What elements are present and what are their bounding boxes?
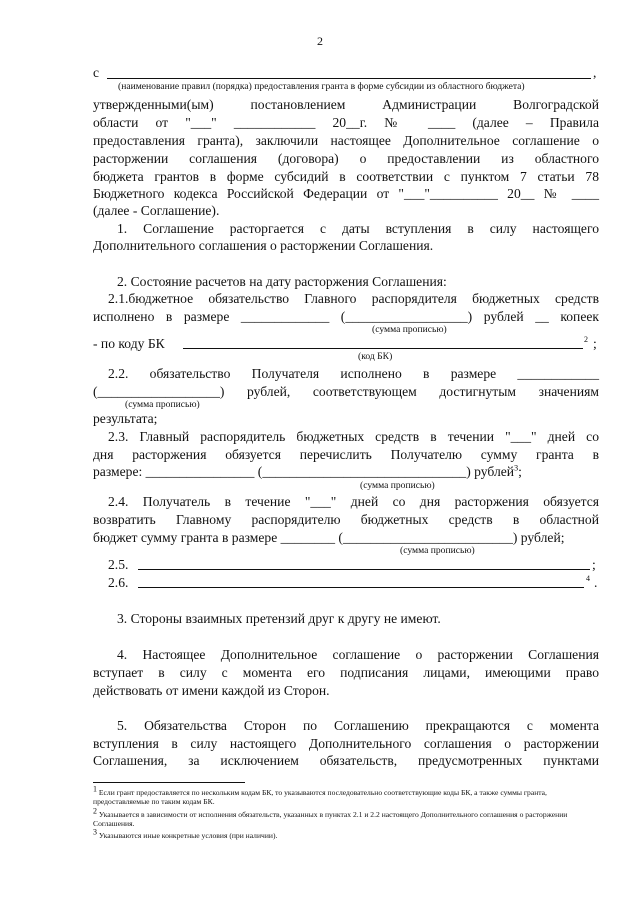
item4-line-2: вступает в силу с момента его подписания лицами, имеющими право — [93, 665, 599, 680]
item2-2-line-3: результата; — [93, 411, 158, 426]
item4-line-1: 4. Настоящее Дополнительное соглашение о расторжении Соглашения — [117, 647, 599, 662]
item2-3-line-3 — [93, 463, 599, 481]
item2-5-line — [108, 556, 599, 574]
item2-1-line-2: исполнено в размере _____________ (__________________) рублей __ копеек — [93, 309, 599, 324]
item2-3-amount-caption: (сумма прописью) — [360, 480, 435, 491]
footnote-1-text: Если грант предоставляется по нескольким кодам БК, то указываются последовательно соответствующие коды БК, а также суммы гранта, предоставляемые по таким кодам БК. — [93, 788, 547, 806]
bk-code-label: - по коду БК — [93, 336, 165, 351]
item2-heading: 2. Состояние расчетов на дату расторжения Соглашения: — [117, 274, 447, 289]
preamble-line-5: расторжении соглашения (договора) о предоставлении из областного — [93, 151, 599, 166]
footnote-1-number: 1 — [93, 784, 97, 794]
bk-code-blank — [183, 348, 583, 349]
item2-5-blank — [138, 569, 590, 570]
preamble-line-7: Бюджетного кодекса Российской Федерации от "___"__________ 20__ № ____ — [93, 186, 599, 201]
item2-2-line-1: 2.2. обязательство Получателя исполнено в размере ____________ — [108, 366, 599, 381]
item4-line-3: действовать от имени каждой из Сторон. — [93, 683, 330, 698]
footnote-ref-4: 4 — [586, 574, 590, 583]
item2-6-line — [108, 574, 599, 592]
footnote-3 — [93, 827, 599, 840]
item5-line-2: вступления в силу настоящего Дополнительного соглашения о расторжении — [93, 736, 599, 751]
preamble-line-8: (далее - Соглашение). — [93, 203, 220, 218]
item5-line-3: Соглашения, за исключением обязательств, предусмотренных пунктами — [93, 753, 599, 768]
bk-code-semicolon: ; — [593, 336, 597, 351]
item2-1-amount-caption: (сумма прописью) — [372, 324, 447, 335]
item2-3-amount-text: размере: ________________ (______________________________) рублей — [93, 464, 515, 479]
item2-4-line-1: 2.4. Получатель в течение "___" дней со дня расторжения обязуется — [108, 494, 599, 509]
page-number: 2 — [317, 34, 323, 48]
item2-1-line-1: 2.1.бюджетное обязательство Главного распорядителя бюджетных средств — [108, 291, 599, 306]
item2-6-number: 2.6. — [108, 575, 129, 590]
footnote-ref-3: 3 — [514, 463, 519, 473]
preamble-comma: , — [593, 65, 597, 80]
item2-3-line-1: 2.3. Главный распорядитель бюджетных средств в течении "___" дней со — [108, 429, 599, 444]
item2-3-line-2: дня расторжения обязуется перечислить Получателю сумму гранта в — [93, 447, 599, 462]
footnote-ref-2: 2 — [584, 335, 588, 344]
preamble-line-6: бюджета грантов в форме субсидий в соответствии с пунктом 7 статьи 78 — [93, 169, 599, 184]
preamble-line-1 — [93, 64, 599, 82]
item1-line-1: 1. Соглашение расторгается с даты вступления в силу настоящего — [117, 221, 599, 236]
item2-6-blank — [138, 587, 584, 588]
item2-2-line-2: (__________________) рублей, соответствующем достигнутым значениям — [93, 384, 599, 399]
rules-name-blank — [107, 78, 591, 79]
item5-line-1: 5. Обязательства Сторон по Соглашению прекращаются с момента — [117, 718, 599, 733]
preamble-line-4: предоставления гранта), заключили настоящее Дополнительное соглашение о — [93, 133, 599, 148]
item2-2-amount-caption: (сумма прописью) — [125, 399, 200, 410]
item2-3-semicolon: ; — [518, 464, 522, 479]
bk-code-caption: (код БК) — [358, 351, 393, 362]
item2-6-period: . — [594, 575, 598, 590]
item2-4-line-3: бюджет сумму гранта в размере ________ (_________________________) рублей; — [93, 530, 565, 545]
footnote-2-number: 2 — [93, 806, 97, 816]
preamble-line-2: утвержденными(ым) постановлением Администрации Волгоградской — [93, 97, 599, 112]
item2-5-number: 2.5. — [108, 557, 129, 572]
item1-line-2: Дополнительного соглашения о расторжении Соглашения. — [93, 238, 434, 253]
footnote-3-number: 3 — [93, 827, 97, 837]
footnote-1 — [93, 784, 599, 806]
item2-5-semicolon: ; — [592, 557, 596, 572]
preamble-prefix: с — [93, 65, 100, 80]
item3-line-1: 3. Стороны взаимных претензий друг к другу не имеют. — [117, 611, 441, 626]
footnote-separator — [93, 782, 245, 783]
item2-4-amount-caption: (сумма прописью) — [400, 545, 475, 556]
item2-4-line-2: возвратить Главному распорядителю бюджетных средств в областной — [93, 512, 599, 527]
item2-1-line-3 — [93, 335, 599, 353]
footnote-2 — [93, 806, 599, 828]
preamble-line-3: области от "___" ____________ 20__г. № ____ (далее – Правила — [93, 115, 599, 130]
footnote-2-text: Указывается в зависимости от исполнения обязательств, указанных в пунктах 2.1 и 2.2 настоящего Дополнительного соглашения о расторжении Соглашения. — [93, 810, 568, 828]
footnote-3-text: Указываются иные конкретные условия (при наличии). — [98, 831, 278, 840]
rules-name-caption: (наименование правил (порядка) предоставления гранта в форме субсидии из областного бюджета) — [118, 81, 525, 92]
